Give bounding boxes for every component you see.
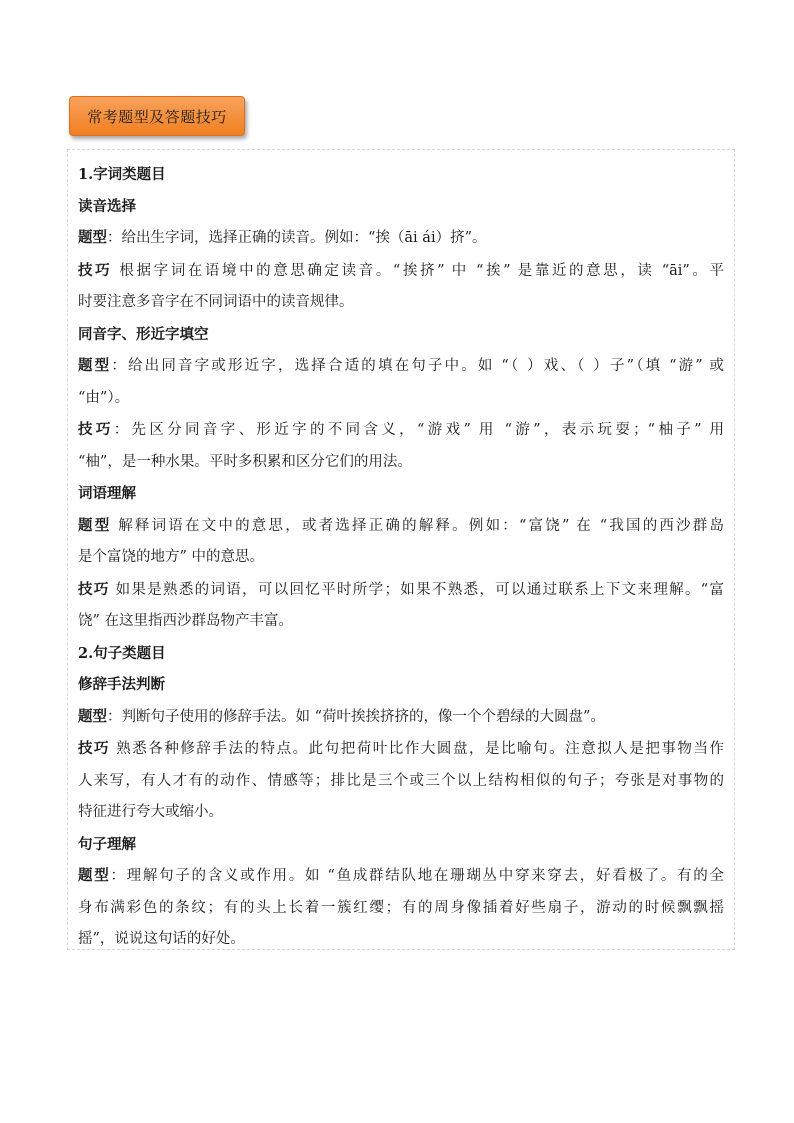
subheading-pronunciation: 读音选择 [78,197,136,215]
label-type: 题型 [78,707,107,725]
homophone-tip-2: “柚”，是一种水果。平时多积累和区分它们的用法。 [78,453,412,470]
sentence-meaning-type-3: 摇”，说说这句话的好处。 [78,931,245,947]
heading-ci-ci: 1.字词类题目 [78,166,166,183]
homophone-tip-text-1: ：先区分同音字、形近字的不同含义，“游戏” 用 “游”，表示玩耍；“柚子” 用 [113,422,724,438]
section-title: 常考题型及答题技巧 [87,107,227,126]
label-tip: 技巧 [78,740,111,757]
pronunciation-tip-1 [78,255,724,288]
pronunciation-tip-2: 时要注意多音字在不同词语中的读音规律。 [78,294,354,310]
subheading-sentence-meaning: 句子理解 [78,835,136,853]
homophone-type-text-1: ：给出同音字或形近字，选择合适的填在句子中。如 “（ ）戏、（ ）子”（填 “游” 或 [111,358,724,374]
homophone-tip-1 [78,414,724,447]
word-meaning-type-2: 是个富饶的地方” 中的意思。 [78,549,265,565]
rhetoric-tip-text-1: 熟悉各种修辞手法的特点。此句把荷叶比作大圆盘，是比喻句。注意拟人是把事物当作 [110,741,725,757]
subheading-homophone: 同音字、形近字填空 [78,325,209,343]
word-meaning-type-text-1: 解释词语在文中的意思，或者选择正确的解释。例如：“富饶” 在 “我国的西沙群岛 [111,517,724,534]
subheading-word-meaning: 词语理解 [78,485,136,502]
label-tip: 技巧 [78,421,114,438]
rhetoric-type-text: ：判断句子使用的修辞手法。如 “荷叶挨挨挤挤的，像一个个碧绿的大圆盘”。 [107,708,605,725]
sentence-meaning-type-2: 身布满彩色的条纹；有的头上长着一簇红缨；有的周身像插着好些扇子，游动的时候飘飘摇 [78,899,724,916]
sentence-meaning-type-1 [78,860,724,893]
pronunciation-type [78,222,724,255]
rhetoric-tip-3: 特征进行夸大或缩小。 [78,804,223,820]
label-type: 题型 [78,867,111,884]
label-type: 题型 [78,229,107,246]
label-type: 题型 [78,516,112,534]
label-tip: 技巧 [78,261,113,279]
sentence-meaning-type-text-1: ：理解句子的含义或作用。如 “鱼成群结队地在珊瑚丛中穿来穿去，好看极了。有的全 [110,868,725,884]
word-meaning-tip-2: 饶” 在这里指西沙群岛物产丰富。 [78,613,294,629]
label-type: 题型 [78,357,112,374]
section-title-badge [69,96,245,136]
word-meaning-tip-text-1: 如果是熟悉的词语，可以回忆平时所学；如果不熟悉，可以通过联系上下文来理解。“富 [109,581,724,598]
homophone-type-1 [78,350,724,383]
word-meaning-tip-1 [78,574,724,607]
subheading-rhetoric: 修辞手法判断 [78,676,165,693]
word-meaning-type-1 [78,510,724,543]
rhetoric-tip-1 [78,733,724,766]
pronunciation-tip-text-1: 根据字词在语境中的意思确定读音。“挨挤” 中 “挨” 是靠近的意思，读 “āi”。平 [112,262,725,279]
rhetoric-type [78,701,724,734]
homophone-type-2: “由”）。 [78,389,130,406]
heading-sentence: 2.句子类题目 [78,644,166,662]
rhetoric-tip-2: 人来写，有人才有的动作、情感等；排比是三个或三个以上结构相似的句子；夸张是对事物的 [78,772,724,789]
content-box [67,149,735,950]
pronunciation-type-text: ：给出生字词，选择正确的读音。例如：“挨（āi ái）挤”。 [107,230,487,246]
label-tip: 技巧 [78,580,110,598]
